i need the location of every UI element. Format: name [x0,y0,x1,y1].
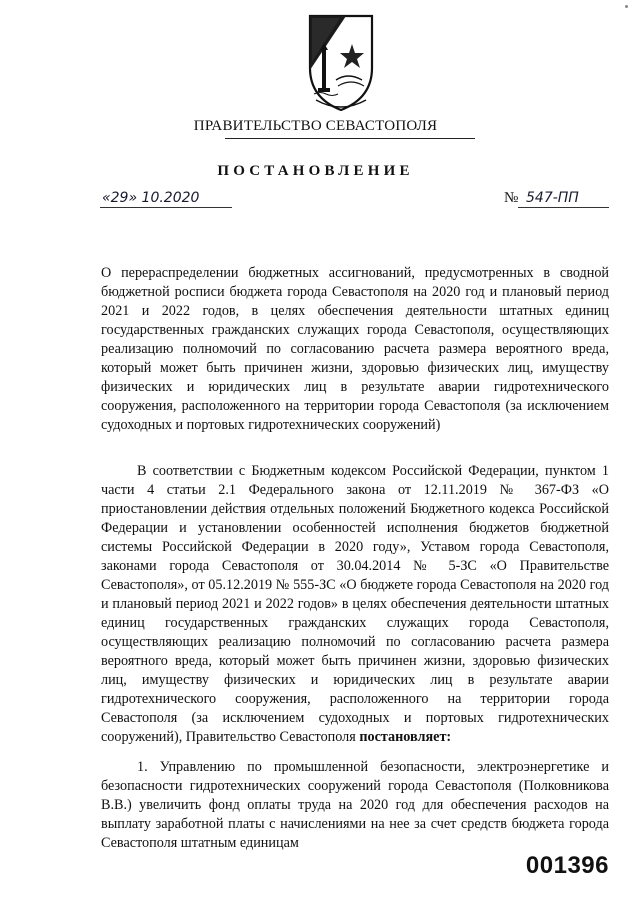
date-field [100,190,232,208]
preamble-paragraph [101,462,609,747]
handwritten-date: «29» 10.2020 [102,190,200,206]
issuing-authority: ПРАВИТЕЛЬСТВО СЕВАСТОПОЛЯ [193,118,438,134]
date-underline [100,207,232,208]
number-underline [518,207,609,208]
document-number-field [504,190,609,208]
clause-1-paragraph: 1. Управлению по промышленной безопасности, электроэнергетике и безопасности гидротехнических сооружений города Севастополя (Полковникова В.В.) увеличить фонд оплаты труда на 2020 год для обеспечения расходов на выплату заработной платы с начислениями на нее за счет средств бюджета города Севастополя штатным единицам [101,759,609,851]
page-number-stamp: 001396 [525,852,609,879]
decree-word: постановляет: [359,729,452,745]
preamble-text: В соответствии с Бюджетным кодексом Российской Федерации, пунктом 1 части 4 статьи 2.1 Федерального закона от 12.11.2019 № 367-ФЗ «О приостановлении действия отдельных положений Бюджетного кодекса Российской Федерации и установлении особенностей исполнения бюджетов бюджетной системы Российской Федерации в 2020 году», Уставом города Севастополя, законами города Севастополя от 30.04.2014 № 5-ЗС «О Правительстве Севастополя», от 05.12.2019 № 555-ЗС «О бюджете города Севастополя на 2020 год и плановый период 2021 и 2022 годов» в целях обеспечения деятельности штатных единиц государственных гражданских служащих города Севастополя, осуществляющих реализацию полномочий по согласованию расчета размера вероятного вреда, который может быть причинен жизни, здоровью физических лиц, имуществу физических и юридических лиц в результате аварии гидротехнического сооружения, расположенного на территории города Севастополя (за исключением судоходных и портовых гидротехнических сооружений), Правительство Севастополя [101,463,609,745]
scan-mark [625,5,628,8]
authority-underline [225,138,475,139]
resolution-title: О перераспределении бюджетных ассигнований, предусмотренных в сводной бюджетной росписи бюджета города Севастополя на 2020 год и плановый период 2021 и 2022 годов, в целях обеспечения деятельности штатных единиц государственных гражданских служащих города Севастополя, осуществляющих реализацию полномочий по согласованию расчета размера вероятного вреда, который может быть причинен жизни, здоровью физических лиц, имуществу физических и юридических лиц в результате аварии гидротехнического сооружения, расположенного на территории города Севастополя (за исключением судоходных и портовых гидротехнических сооружений) [101,265,609,433]
sevastopol-coat-of-arms-icon [296,10,386,115]
handwritten-number: 547-ПП [526,190,579,206]
document-type-title: ПОСТАНОВЛЕНИЕ [217,163,414,179]
number-sign: № [504,190,519,206]
